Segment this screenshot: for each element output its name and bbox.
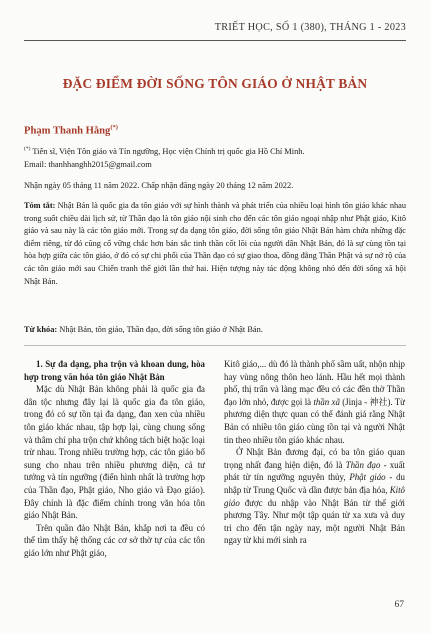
paragraph: Ở Nhật Bản đương đại, có ba tôn giáo quan trọng nhất đang hiện diện, đó là Thần đạo - xuất phát từ tín ngưỡng nguyên thủy, Phật giáo - du nhập từ Trung Quốc và dần được bản địa hóa, Kitô giáo được du nhập vào Nhật Bản từ thế giới phương Tây. Như một tập quán từ xa xưa và duy trì cho đến tận ngày nay, một người Nhật Bản ngay từ khi mới sinh ra xyxy=(224,447,405,546)
abstract-label: Tóm tắt: xyxy=(24,201,56,210)
term-than-xa: thần xã xyxy=(313,396,340,407)
section-heading: 1. Sự đa dạng, pha trộn và khoan dung, hòa hợp trong văn hóa tôn giáo Nhật Bản xyxy=(24,359,205,382)
term-phat-giao: Phật giáo xyxy=(349,472,386,483)
keywords-text: Nhật Bản, tôn giáo, Thần đạo, đời sống tôn giáo ở Nhật Bản. xyxy=(57,325,263,334)
submission-dates: Nhận ngày 05 tháng 11 năm 2022. Chấp nhận đăng ngày 20 tháng 12 năm 2022. xyxy=(24,181,294,190)
paragraph: Kitô giáo,... dù đó là thành phố sầm uất, nhộn nhịp hay vùng nông thôn heo lánh. Hầu hết mọi thành phố, thị trấn và làng mạc đều có các đền thờ Thần đạo lớn nhỏ, được gọi là thần xã (Jinja - 神社). Từ phương diện thực quan có thể đánh giá rằng Nhật Bản có nhiều tôn giáo cùng tồn tại và người Nhật tin theo nhiều tôn giáo khác nhau. xyxy=(224,359,405,445)
author-affiliation xyxy=(24,143,406,171)
term-than-dao: Thần đạo xyxy=(345,459,381,470)
journal-header: TRIẾT HỌC, SỐ 1 (380), THÁNG 1 - 2023 xyxy=(214,22,406,33)
term-kito-giao: Kitô giáo xyxy=(224,484,405,508)
body-column-right xyxy=(224,358,405,547)
keywords-divider xyxy=(24,345,406,346)
affiliation-mark: (*) xyxy=(24,146,31,152)
author-footnote-mark: (*) xyxy=(110,124,118,131)
author-name-text: Phạm Thanh Hằng xyxy=(24,125,111,137)
affiliation-text: Tiến sĩ, Viện Tôn giáo và Tín ngưỡng, Học viện Chính trị quốc gia Hồ Chí Minh. xyxy=(30,146,305,156)
author-email: Email: thanhhanghh2015@gmail.com xyxy=(24,159,152,169)
keywords xyxy=(24,325,406,334)
body-column-left xyxy=(24,358,205,560)
page-number: 67 xyxy=(394,600,404,610)
author-name xyxy=(24,124,118,137)
article-title: ĐẶC ĐIỂM ĐỜI SỐNG TÔN GIÁO Ở NHẬT BẢN xyxy=(62,76,368,91)
paragraph: Trên quần đảo Nhật Bản, khắp nơi ta đều có thể tìm thấy hệ thống các cơ sở thờ tự của các tôn giáo lớn như Phật giáo, xyxy=(24,522,205,558)
keywords-label: Từ khóa: xyxy=(24,325,58,334)
paragraph: Mặc dù Nhật Bản không phải là quốc gia đa dân tộc nhưng đây lại là quốc gia đa tôn giáo, trong đó có sự tồn tại đa dạng, đan xen của nhiều tôn giáo khác nhau, tập hợp lại, cùng chung sống và thâm chí pha trộn chứ không tách biệt hoặc loại trừ nhau. Trong nhiều trường hợp, các tôn giáo bổ sung cho nhau trên nhiều phương diện, cả tư tưởng và tín ngưỡng (điển hình nhất là trường hợp của Thần đạo, Phật giáo, Nho giáo và Đạo giáo). Đây chính là đặc điểm chính trong văn hóa tôn giáo Nhật Bản. xyxy=(24,384,205,521)
abstract-text: Nhật Bản là quốc gia đa tôn giáo với sự hình thành và phát triển của nhiều loại hình tôn giáo khác nhau trong suốt chiều dài lịch sử, từ Thần đạo là tôn giáo nội sinh cho đến các tôn giáo ngoại nhập như Phật giáo, Kitô giáo và sau này là các tôn giáo mới. Trong sự đa dạng tôn giáo, đời sống tôn giáo Nhật Bản hàm chứa những đặc điểm riêng, từ đó cũng cố vững chắc hơn bản sắc tinh thần cốt lõi của người dân Nhật Bản, đó là sự cùng tồn tại hòa hợp giữa các tôn giáo, ở đó có sự chi phối của Thần đạo có sự giao thoa, đồng đẳng Thần Phật và sự nở rộ của các tôn giáo mới sau Chiến tranh thế giới lần thứ hai. Hiện tượng này tác động không nhỏ đến đời sống xã hội Nhật Bản. xyxy=(24,201,406,286)
header-divider xyxy=(24,40,406,41)
abstract xyxy=(24,200,406,288)
